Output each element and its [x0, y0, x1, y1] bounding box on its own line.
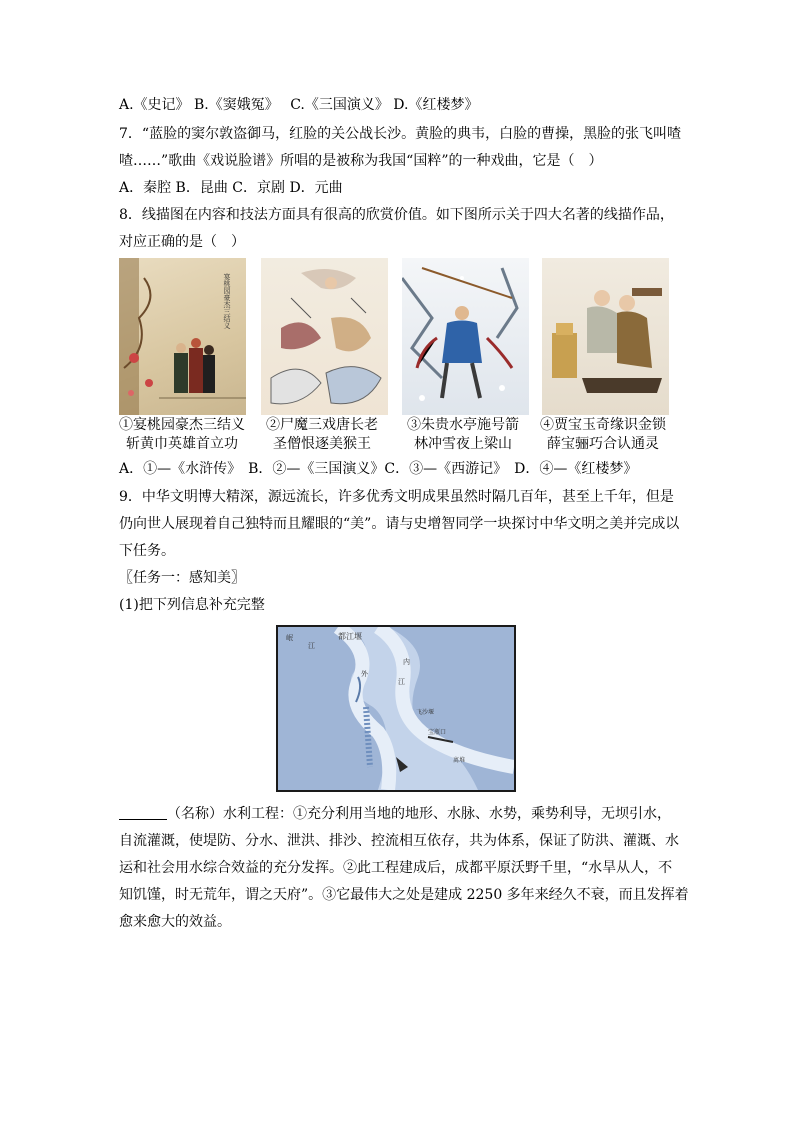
- caption-3: ③朱贵水亭施号箭 林冲雪夜上梁山: [407, 417, 519, 452]
- illustration-1: [119, 258, 246, 415]
- sub-question-1: (1)把下列信息补充完整: [119, 597, 265, 613]
- q9-line3: 下任务。: [119, 543, 175, 559]
- para-line4: 知饥馑，时无荒年，谓之天府”。③它最伟大之处是建成 2250 多年来经久不衰，而且发挥着: [119, 887, 689, 903]
- map-label-dujiangyan: 都江堰: [338, 632, 362, 641]
- para-line1: （名称）水利工程：①充分利用当地的地形、水脉、水势，乘势利导，无坝引水，: [119, 804, 671, 824]
- para-line3: 运和社会用水综合效益的充分发挥。②此工程建成后，成都平原沃野千里，“水旱从人，不: [119, 860, 673, 876]
- q8-line2: 对应正确的是（ ）: [119, 234, 245, 250]
- map-label-jiang2: 江: [398, 678, 405, 686]
- map-label-jiang: 江: [308, 642, 315, 650]
- illustration-2: [261, 258, 388, 415]
- task1-heading: 〖任务一：感知美〗: [119, 570, 245, 586]
- illustration-1-inscription: 宴桃园豪杰三结义: [223, 273, 231, 329]
- map-label-min: 岷: [286, 634, 293, 642]
- caption-4: ④贾宝玉奇缘识金锁 薛宝骊巧合认通灵: [540, 417, 666, 452]
- map-label-baopingkou: 宝瓶口: [428, 729, 447, 736]
- q9-line2: 仍向世人展现着自己独特而且耀眼的“美”。请与史增智同学一块探讨中华文明之美并完成以: [119, 516, 680, 532]
- q9-line1: 9．中华文明博大精深，源远流长，许多优秀文明成果虽然时隔几百年，甚至上千年，但是: [119, 489, 674, 505]
- para-line5: 愈来愈大的效益。: [119, 914, 231, 930]
- answer-blank[interactable]: [119, 805, 167, 820]
- map-label-lidui: 离堆: [453, 757, 466, 764]
- illustration-3: [402, 258, 529, 415]
- map-label-wai: 外: [361, 670, 368, 678]
- illustration-4: [542, 258, 669, 415]
- dujiangyan-map: [276, 625, 516, 792]
- q6-options: A.《史记》 B.《窦娥冤》 C.《三国演义》 D.《红楼梦》: [119, 97, 479, 113]
- caption-1: ①宴桃园豪杰三结义 斩黄巾英雄首立功: [119, 417, 245, 452]
- q7-line2: 喳……”歌曲《戏说脸谱》所唱的是被称为我国“国粹”的一种戏曲，它是（ ）: [119, 153, 603, 169]
- q7-line1: 7．“蓝脸的窦尔敦盗御马，红脸的关公战长沙。黄脸的典韦，白脸的曹操，黑脸的张飞叫喳: [119, 126, 682, 142]
- para-line2: 自流灌溉，使堤防、分水、泄洪、排沙、控流相互依存，共为体系，保证了防洪、灌溉、水: [119, 833, 679, 849]
- q8-line1: 8．线描图在内容和技法方面具有很高的欣赏价值。如下图所示关于四大名著的线描作品，: [119, 207, 674, 223]
- q7-options: A．秦腔 B．昆曲 C．京剧 D．元曲: [119, 180, 343, 196]
- q8-options: A．①—《水浒传》 B．②—《三国演义》C．③—《西游记》 D．④—《红楼梦》: [119, 461, 638, 477]
- caption-2: ②尸魔三戏唐长老 圣僧恨逐美猴王: [266, 417, 378, 452]
- map-label-nei: 内: [403, 658, 410, 666]
- map-label-feishayan: 飞沙堰: [416, 709, 435, 716]
